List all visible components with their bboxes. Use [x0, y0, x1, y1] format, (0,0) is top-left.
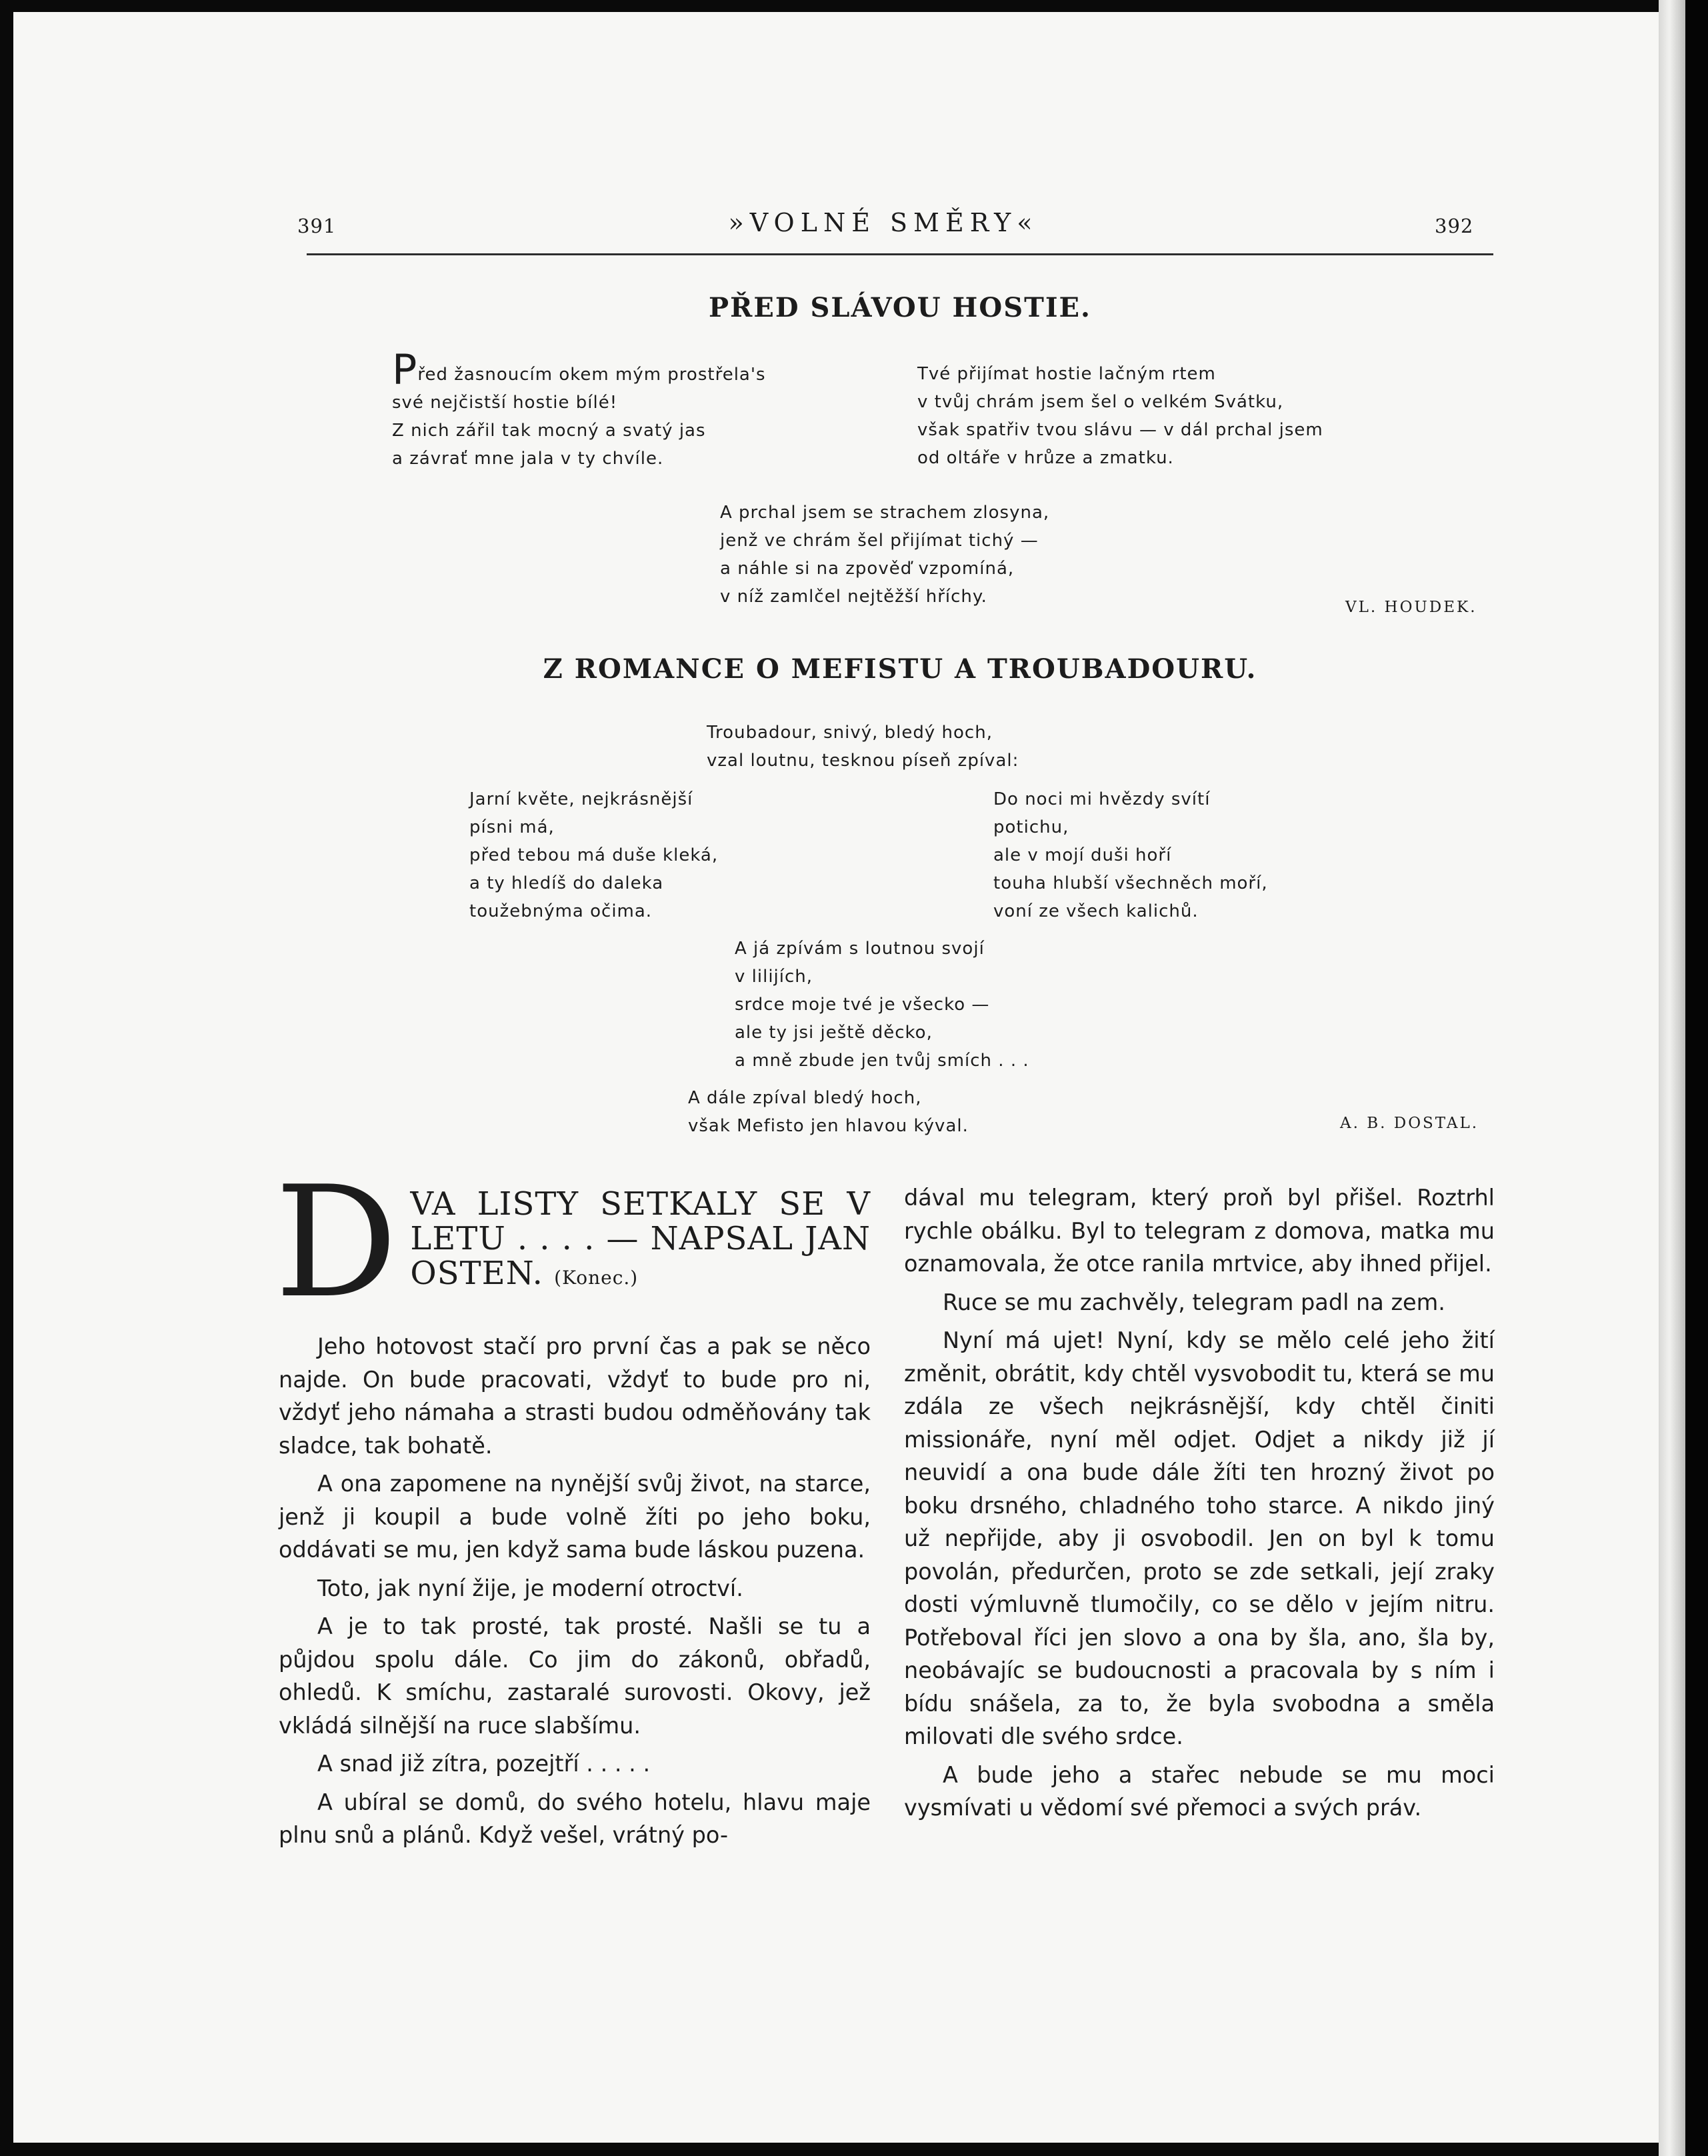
- verse-line: Tvé přijímat hostie lačným rtem: [917, 364, 1216, 384]
- poem1-stanza-center: [720, 499, 1049, 611]
- story-headline: [275, 1154, 871, 1332]
- header-rule: [307, 253, 1493, 255]
- poem1-title: PŘED SLÁVOU HOSTIE.: [709, 292, 1091, 323]
- poem2-outro: [688, 1084, 969, 1140]
- poem2-title: Z ROMANCE O MEFISTU A TROUBADOURU.: [543, 653, 1257, 685]
- story-right-column: [904, 1181, 1495, 1830]
- story-paragraph: A ubíral se domů, do svého hotelu, hlavu maje plnu snů a plánů. Když vešel, vrátný po-: [279, 1789, 871, 1848]
- poem2-stanza-center: [735, 935, 1029, 1075]
- story-paragraph: Ruce se mu zachvěly, telegram padl na zem.: [943, 1289, 1445, 1315]
- poem2-stanza-left: [469, 785, 718, 925]
- verse-line: a mně zbude jen tvůj smích . . .: [735, 1051, 1029, 1071]
- page-number-right: 392: [1435, 215, 1474, 237]
- verse-line: Z nich zářil tak mocný a svatý jas: [392, 421, 706, 441]
- verse-line: ale v mojí duši hoří: [993, 845, 1172, 865]
- story-headline-note: (Konec.): [554, 1267, 639, 1289]
- verse-line: ale ty jsi ještě děcko,: [735, 1023, 933, 1043]
- verse-line: Troubadour, snivý, bledý hoch,: [707, 723, 993, 743]
- poem1-stanza-right: [917, 360, 1323, 472]
- verse-line: A dále zpíval bledý hoch,: [688, 1088, 922, 1108]
- story-paragraph: Toto, jak nyní žije, je moderní otroctví.: [317, 1575, 743, 1601]
- verse-line: však Mefisto jen hlavou kýval.: [688, 1116, 969, 1136]
- verse-line: A já zpívám s loutnou svojí: [735, 939, 985, 959]
- story-paragraph: A ona zapomene na nynější svůj život, na starce, jenž ji koupil a bude volně žíti po jeho boku, oddávati se mu, jen když sama bude láskou puzena.: [279, 1471, 871, 1563]
- verse-line: od oltáře v hrůze a zmatku.: [917, 448, 1174, 468]
- verse-line: v níž zamlčel nejtěžší hříchy.: [720, 587, 987, 607]
- verse-line: srdce moje tvé je všecko —: [735, 995, 990, 1015]
- verse-line: své nejčistší hostie bílé!: [392, 393, 618, 413]
- poem2-author: A. B. DOSTAL.: [1340, 1115, 1479, 1132]
- verse-line: toužebnýma očima.: [469, 901, 653, 921]
- poem2-stanza-right: [993, 785, 1268, 925]
- verse-line: a náhle si na zpověď vzpomíná,: [720, 559, 1015, 579]
- page-number-left: 391: [297, 215, 337, 237]
- verse-line: vzal loutnu, tesknou píseň zpíval:: [707, 751, 1019, 771]
- poem1-author: VL. HOUDEK.: [1345, 599, 1477, 616]
- verse-line: voní ze všech kalichů.: [993, 901, 1199, 921]
- poem1-stanza-left: [392, 345, 766, 473]
- verse-line: a závrať mne jala v ty chvíle.: [392, 449, 664, 469]
- story-paragraph: A bude jeho a stařec nebude se mu moci vysmívati u vědomí své přemoci a svých práv.: [904, 1761, 1495, 1821]
- story-drop-cap: D: [275, 1154, 399, 1332]
- journal-title: »VOLNÉ SMĚRY«: [728, 208, 1039, 237]
- verse-line: řed žasnoucím okem mým prostřela's: [417, 365, 766, 385]
- story-paragraph: Jeho hotovost stačí pro první čas a pak se něco najde. On bude pracovati, vždyť to bude pro ni, vždyť jeho námaha a strasti budou odměňovány tak sladce, tak bohatě.: [279, 1333, 871, 1459]
- story-paragraph: A je to tak prosté, tak prosté. Našli se tu a půjdou spolu dále. Co jim do zákonů, obřadů, ohledů. K smíchu, zastaralé surovosti. Okovy, jež vkládá silnější na ruce slabšímu.: [279, 1613, 871, 1739]
- verse-line: v tvůj chrám jsem šel o velkém Svátku,: [917, 392, 1284, 412]
- page-edge: [1659, 0, 1685, 2156]
- verse-line: v lilijích,: [735, 967, 813, 987]
- story-paragraph: A snad již zítra, pozejtří . . . . .: [317, 1751, 651, 1777]
- verse-line: před tebou má duše kleká,: [469, 845, 719, 865]
- scan-border: [1685, 0, 1708, 2156]
- story-left-column: [275, 1154, 871, 1857]
- story-headline-text: VA LISTY SETKALY SE V LETU . . . . — NAPSAL JAN OSTEN.: [410, 1185, 871, 1292]
- verse-line: však spatřiv tvou slávu — v dál prchal jsem: [917, 420, 1323, 440]
- verse-line: A prchal jsem se strachem zlosyna,: [720, 503, 1050, 523]
- verse-line: a ty hledíš do daleka: [469, 873, 664, 893]
- verse-line: jenž ve chrám šel přijímat tichý —: [720, 531, 1039, 551]
- poem1-drop-letter: P: [392, 345, 418, 394]
- verse-line: Do noci mi hvězdy svítí: [993, 789, 1211, 809]
- poem2-intro: [707, 719, 1019, 775]
- story-paragraph: Nyní má ujet! Nyní, kdy se mělo celé jeho žití změnit, obrátit, kdy chtěl vysvobodit tu, která se mu zdála ze všech nejkrásnější, kdy chtěl činiti missionáře, nyní měl odjet. Odjet a nikdy již jí neuvidí a ona bude dále žíti ten hrozný život po boku drsného, chladného toho starce. A nikdo jiný už nepřijde, aby ji osvobodil. Jen on byl k tomu povolán, předurčen, proto se zde setkali, její zraky dosti výmluvně tlumočily, co se dělo v jejím nitru. Potřeboval říci jen slovo a ona by šla, ano, šla by, neobávajíc se budoucnosti a pracovala by s ním i bídu snášela, za to, že byla svobodna a směla milovati dle svého srdce.: [904, 1327, 1495, 1749]
- verse-line: Jarní květe, nejkrásnější: [469, 789, 693, 809]
- verse-line: touha hlubší všechněch moří,: [993, 873, 1268, 893]
- verse-line: potichu,: [993, 817, 1069, 837]
- story-paragraph-continued: dával mu telegram, který proň byl přišel. Roztrhl rychle obálku. Byl to telegram z domova, matka mu oznamovala, že otce ranila mrtvice, aby ihned přijel.: [904, 1185, 1495, 1277]
- verse-line: písni má,: [469, 817, 555, 837]
